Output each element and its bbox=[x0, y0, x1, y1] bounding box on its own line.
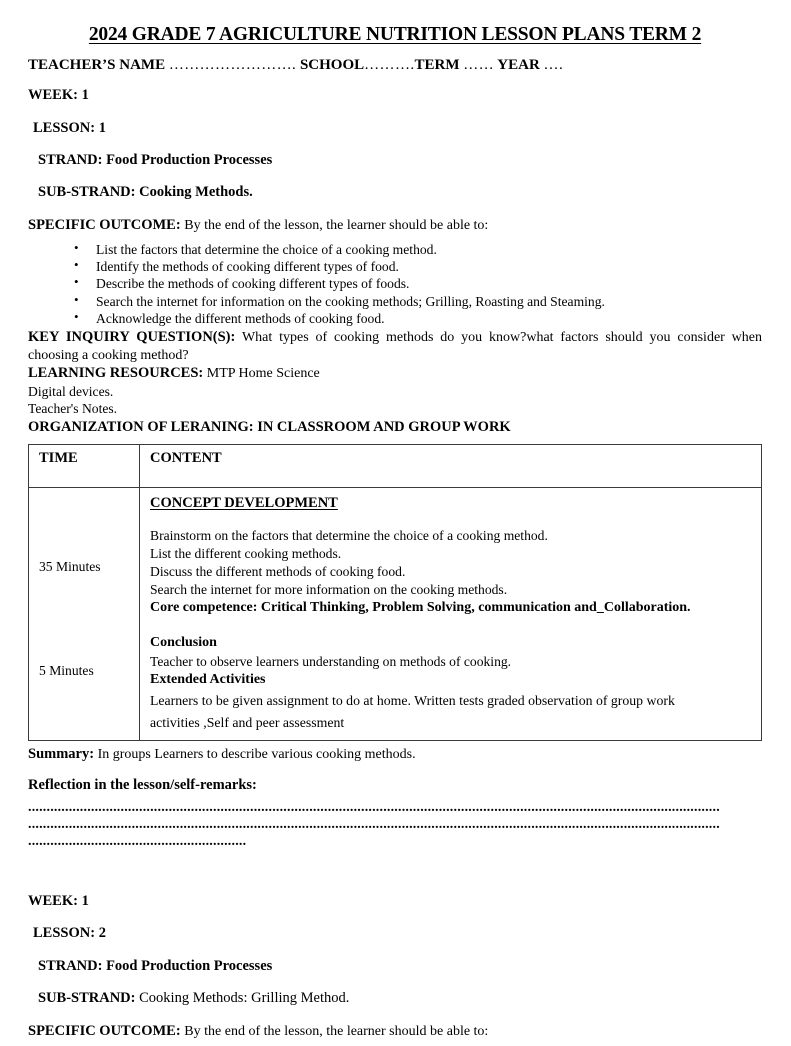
reflection-blank-line: ........................................................... bbox=[28, 834, 247, 850]
table-header-row bbox=[29, 445, 762, 488]
year-blank: …. bbox=[543, 57, 564, 74]
lesson-plan-table bbox=[28, 444, 762, 741]
extended-activities-heading: Extended Activities bbox=[150, 672, 266, 688]
lesson1-strand bbox=[38, 152, 762, 169]
table-cell-time bbox=[29, 488, 140, 741]
week-value: 1 bbox=[81, 893, 89, 910]
outcome-text: By the end of the lesson, the learner should be able to: bbox=[184, 217, 489, 233]
term-label: TERM bbox=[414, 57, 460, 74]
summary-text: In groups Learners to describe various cooking methods. bbox=[97, 747, 416, 763]
column-header-time: TIME bbox=[39, 450, 78, 467]
document-body bbox=[28, 24, 762, 1046]
substrand-value: Cooking Methods: Grilling Method. bbox=[139, 990, 350, 1007]
lesson1-organization: ORGANIZATION OF LERANING: IN CLASSROOM AND GROUP WORK bbox=[28, 419, 511, 436]
term-blank: …… bbox=[463, 57, 495, 74]
table-row bbox=[29, 488, 762, 741]
resources-value: MTP Home Science bbox=[206, 365, 320, 381]
core-competence-line: Core competence: Critical Thinking, Problem Solving, communication and_Collaboration. bbox=[150, 599, 691, 615]
lesson-label: LESSON: bbox=[33, 925, 96, 942]
reflection-blank-line: ........................................................................................................................................................................................... bbox=[28, 800, 720, 816]
lesson1-number bbox=[33, 120, 762, 137]
time-value-5-minutes: 5 Minutes bbox=[39, 663, 94, 679]
extended-activities-line: activities ,Self and peer assessment bbox=[150, 715, 345, 731]
lesson2-substrand bbox=[38, 990, 762, 1007]
concept-line: Discuss the different methods of cooking food. bbox=[150, 563, 406, 579]
strand-label: STRAND: bbox=[38, 957, 103, 974]
substrand-label: SUB-STRAND: bbox=[38, 990, 136, 1007]
list-item: • Search the internet for information on the cooking methods; Grilling, Roasting and Steaming. bbox=[74, 293, 762, 310]
resources-label: LEARNING RESOURCES: bbox=[28, 364, 204, 381]
time-value-35-minutes: 35 Minutes bbox=[39, 559, 101, 575]
table-header-cell-time bbox=[29, 445, 140, 488]
concept-line: Search the internet for more information on the cooking methods. bbox=[150, 581, 508, 597]
list-item: • Identify the methods of cooking different types of food. bbox=[74, 258, 762, 275]
outcome-text: By the end of the lesson, the learner should be able to: bbox=[184, 1023, 489, 1039]
section-spacer bbox=[28, 851, 762, 893]
page-title: 2024 GRADE 7 AGRICULTURE NUTRITION LESSON PLANS TERM 2 bbox=[88, 24, 702, 45]
strand-label: STRAND: bbox=[38, 151, 103, 168]
teacher-name-label: TEACHER’S NAME bbox=[28, 57, 166, 74]
column-header-content: CONTENT bbox=[150, 450, 222, 467]
table-cell-content bbox=[140, 488, 762, 741]
resource-extra-line: Teacher's Notes. bbox=[28, 400, 118, 416]
content-spacer bbox=[150, 617, 753, 634]
lesson-value: 2 bbox=[98, 925, 106, 942]
extended-activities-line: Learners to be given assignment to do at home. Written tests graded observation of group work bbox=[150, 692, 675, 708]
lesson1-learning-resources bbox=[28, 365, 762, 383]
teacher-info-line bbox=[28, 56, 762, 75]
resource-extra-line: Digital devices. bbox=[28, 383, 114, 399]
week-label: WEEK: bbox=[28, 87, 78, 104]
list-item: • List the factors that determine the choice of a cooking method. bbox=[74, 241, 762, 258]
substrand-value: Cooking Methods. bbox=[139, 184, 253, 201]
summary-label: Summary: bbox=[28, 746, 95, 763]
year-label: YEAR bbox=[497, 57, 540, 74]
lesson2-week bbox=[28, 893, 762, 910]
lesson2-specific-outcome bbox=[28, 1023, 762, 1041]
lesson1-week bbox=[28, 87, 762, 104]
conclusion-line: Teacher to observe learners understanding on methods of cooking. bbox=[150, 654, 512, 670]
substrand-label: SUB-STRAND: bbox=[38, 184, 136, 201]
outcome-label: SPECIFIC OUTCOME: bbox=[28, 1022, 181, 1039]
lesson1-reflection-label: Reflection in the lesson/self-remarks: bbox=[28, 776, 257, 793]
kiq-text: What types of cooking methods do you know?what factors should you consider when choosing a cooking method? bbox=[28, 330, 762, 364]
concept-line: Brainstorm on the factors that determine the choice of a cooking method. bbox=[150, 527, 548, 543]
lesson1-summary bbox=[28, 745, 762, 764]
lesson-value: 1 bbox=[98, 119, 106, 136]
week-value: 1 bbox=[81, 87, 89, 104]
outcome-label: SPECIFIC OUTCOME: bbox=[28, 216, 181, 233]
lesson1-substrand bbox=[38, 184, 762, 201]
kiq-label: KEY INQUIRY QUESTION(S): bbox=[28, 329, 236, 346]
list-item: • Describe the methods of cooking different types of foods. bbox=[74, 275, 762, 292]
concept-line: List the different cooking methods. bbox=[150, 545, 342, 561]
lesson-label: LESSON: bbox=[33, 119, 96, 136]
lesson2-strand bbox=[38, 958, 762, 975]
lesson1-objectives-list bbox=[28, 241, 762, 328]
week-label: WEEK: bbox=[28, 893, 78, 910]
strand-value: Food Production Processes bbox=[106, 151, 273, 168]
reflection-blank-line: ........................................................................................................................................................................................... bbox=[28, 817, 720, 833]
table-header-cell-content bbox=[140, 445, 762, 488]
strand-value: Food Production Processes bbox=[106, 957, 273, 974]
lesson2-number bbox=[33, 925, 762, 942]
lesson1-key-inquiry-question bbox=[28, 329, 762, 364]
conclusion-heading: Conclusion bbox=[150, 635, 217, 651]
school-blank: ………. bbox=[364, 57, 415, 74]
school-label: SCHOOL bbox=[299, 57, 365, 74]
lesson1-specific-outcome bbox=[28, 217, 762, 235]
teacher-name-blank: ……………………. bbox=[168, 57, 297, 74]
concept-development-heading: CONCEPT DEVELOPMENT bbox=[150, 495, 338, 512]
list-item: • Acknowledge the different methods of cooking food. bbox=[74, 310, 762, 327]
